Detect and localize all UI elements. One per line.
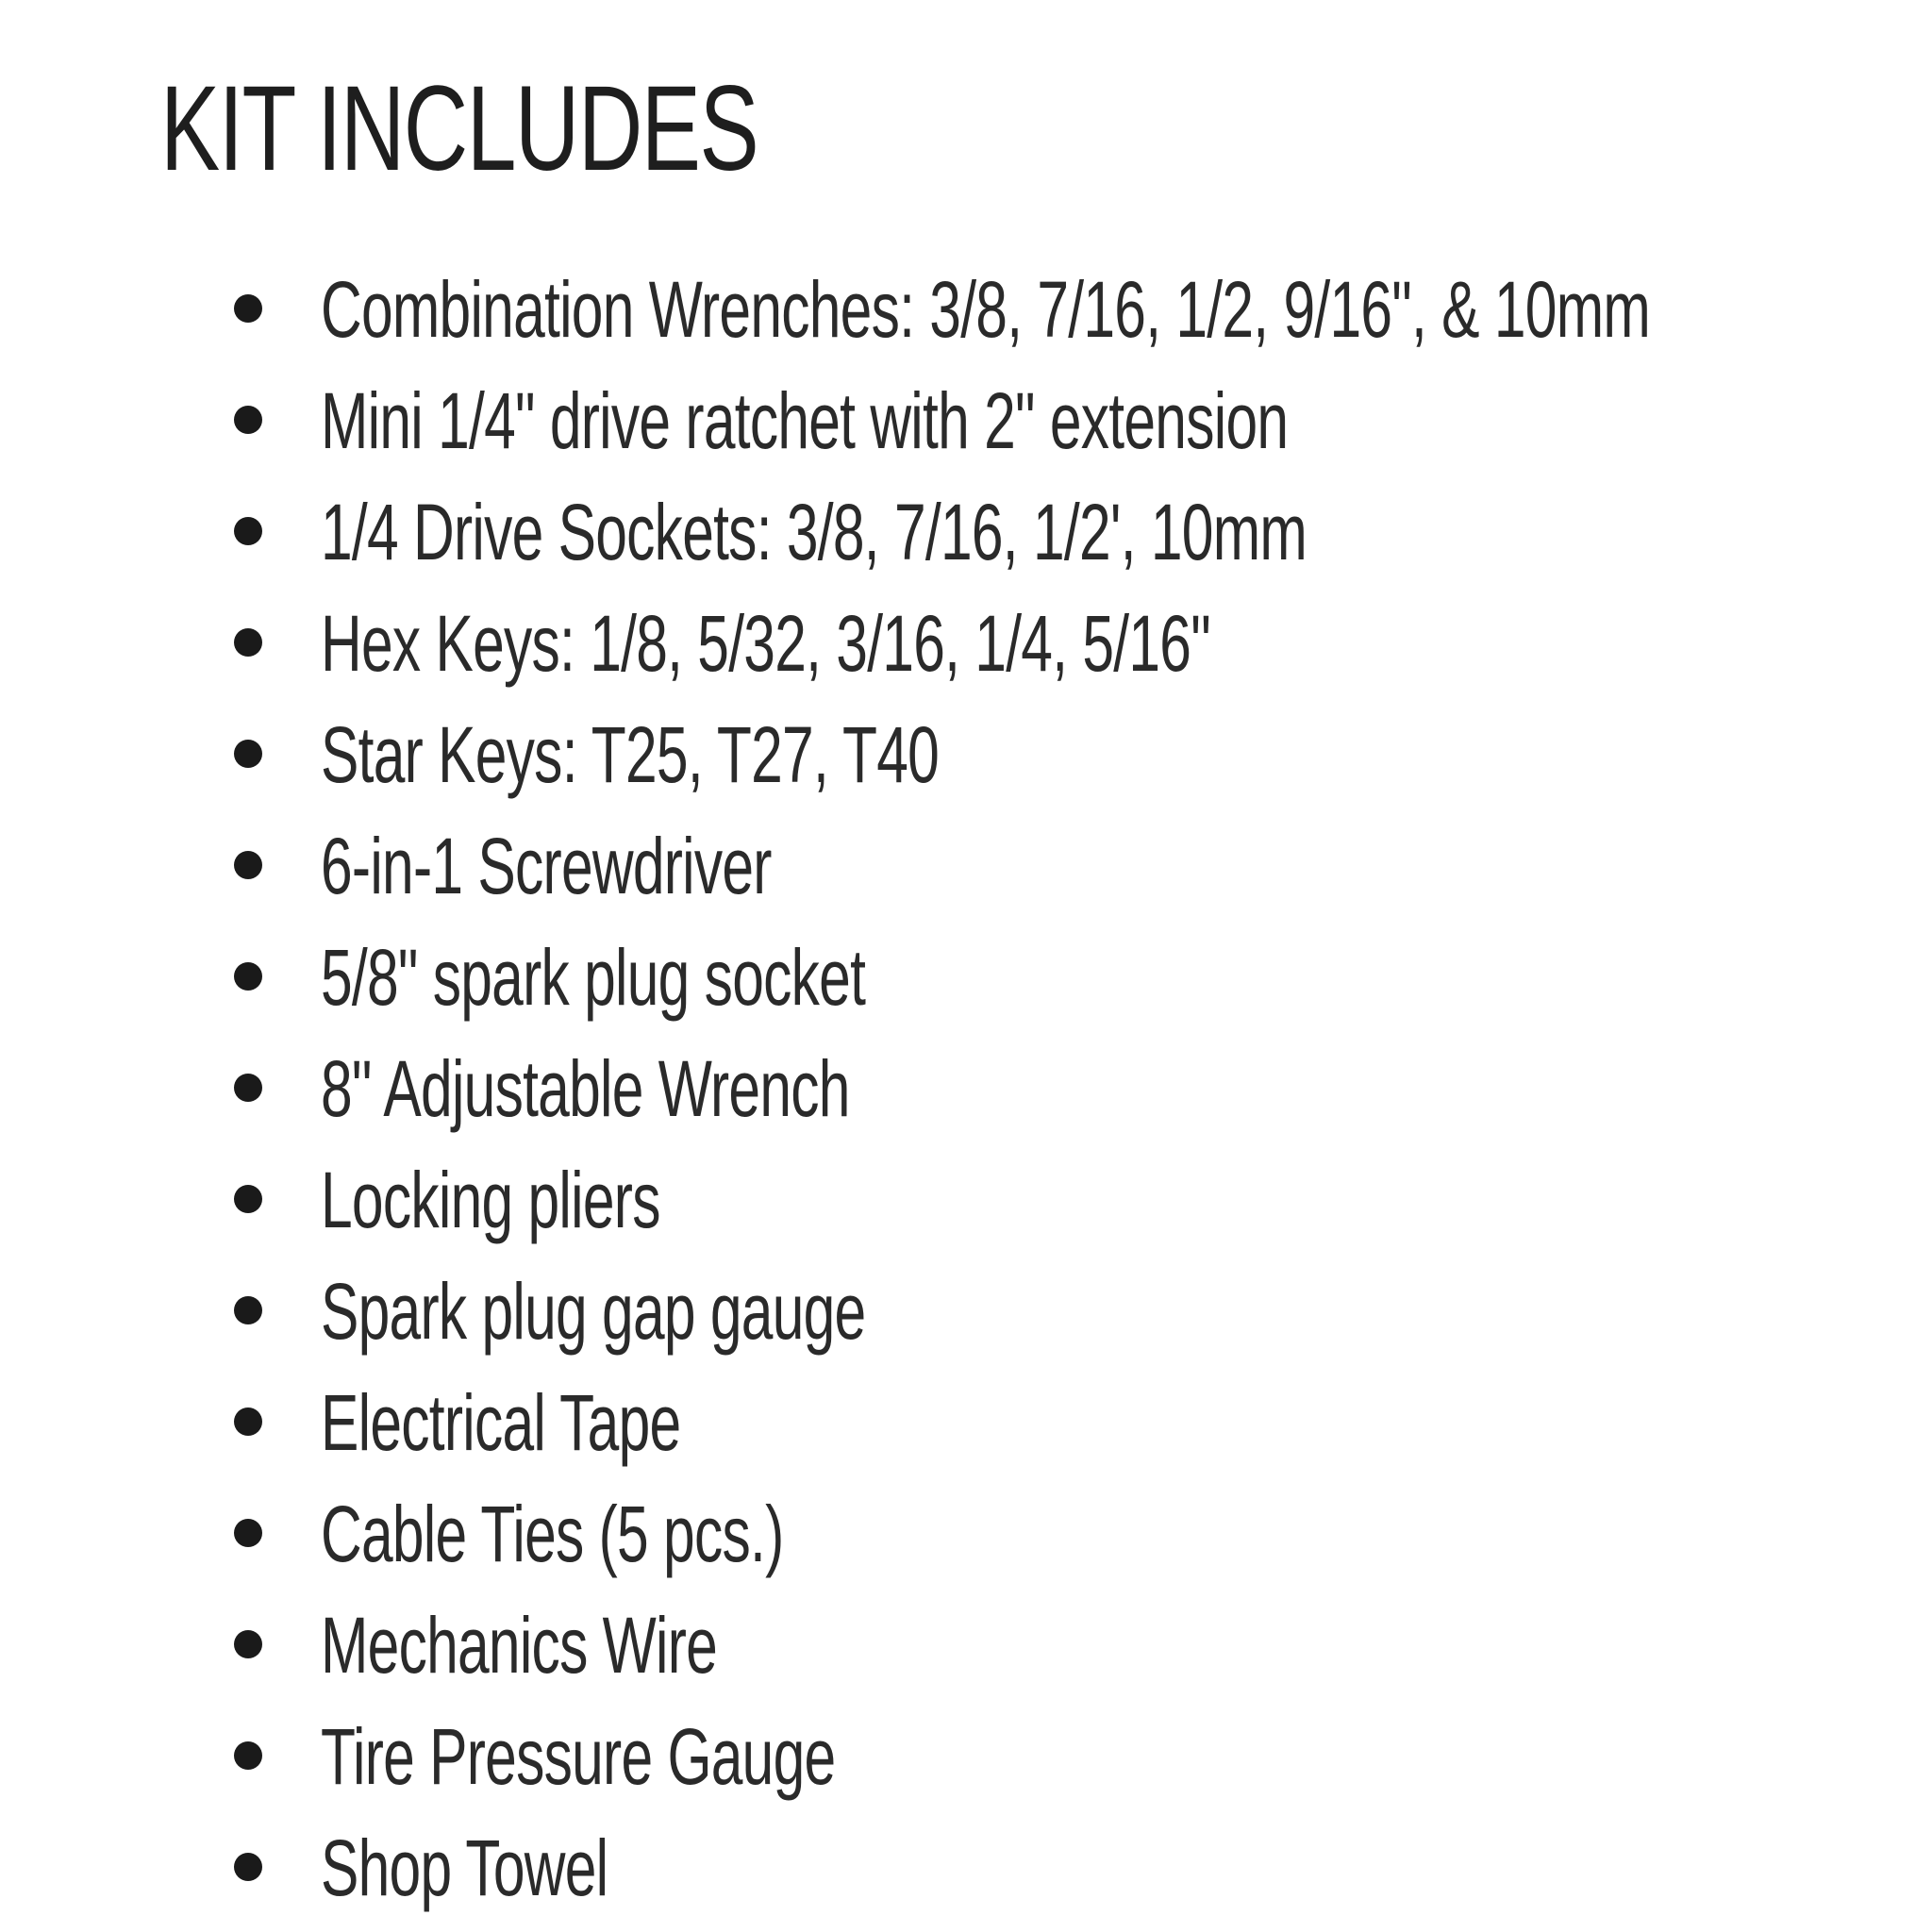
bullet-icon <box>234 962 262 991</box>
list-item-label: 1/4 Drive Sockets: 3/8, 7/16, 1/2', 10mm <box>321 488 1307 576</box>
list-item-label: Hex Keys: 1/8, 5/32, 3/16, 1/4, 5/16" <box>321 599 1210 688</box>
list-item-label: Spark plug gap gauge <box>321 1267 866 1356</box>
bullet-icon <box>234 1407 262 1436</box>
list-item-label: 5/8" spark plug socket <box>321 933 866 1022</box>
bullet-icon <box>234 1630 262 1658</box>
bullet-icon <box>234 517 262 545</box>
bullet-icon <box>234 1074 262 1102</box>
list-item-label: Star Keys: T25, T27, T40 <box>321 710 940 799</box>
bullet-icon <box>234 406 262 434</box>
list-item-label: Mechanics Wire <box>321 1601 718 1690</box>
list-item-label: Locking pliers <box>321 1156 660 1244</box>
list-item-label: 6-in-1 Screwdriver <box>321 822 772 910</box>
page-title: KIT INCLUDES <box>160 61 758 196</box>
bullet-icon <box>234 294 262 323</box>
bullet-icon <box>234 1296 262 1324</box>
list-item-label: Mini 1/4" drive ratchet with 2" extension <box>321 376 1289 465</box>
list-item-label: Electrical Tape <box>321 1378 681 1467</box>
list-item-label: Cable Ties (5 pcs.) <box>321 1490 784 1578</box>
bullet-icon <box>234 1185 262 1213</box>
bullet-icon <box>234 740 262 768</box>
bullet-icon <box>234 1853 262 1881</box>
bullet-icon <box>234 628 262 657</box>
bullet-icon <box>234 1741 262 1770</box>
list-item-label: Tire Pressure Gauge <box>321 1712 836 1801</box>
bullet-icon <box>234 851 262 879</box>
list-item-label: 8" Adjustable Wrench <box>321 1044 850 1133</box>
list-item-label: Shop Towel <box>321 1824 608 1912</box>
bullet-icon <box>234 1519 262 1547</box>
list-item-label: Combination Wrenches: 3/8, 7/16, 1/2, 9/16", & 10mm <box>321 265 1651 354</box>
